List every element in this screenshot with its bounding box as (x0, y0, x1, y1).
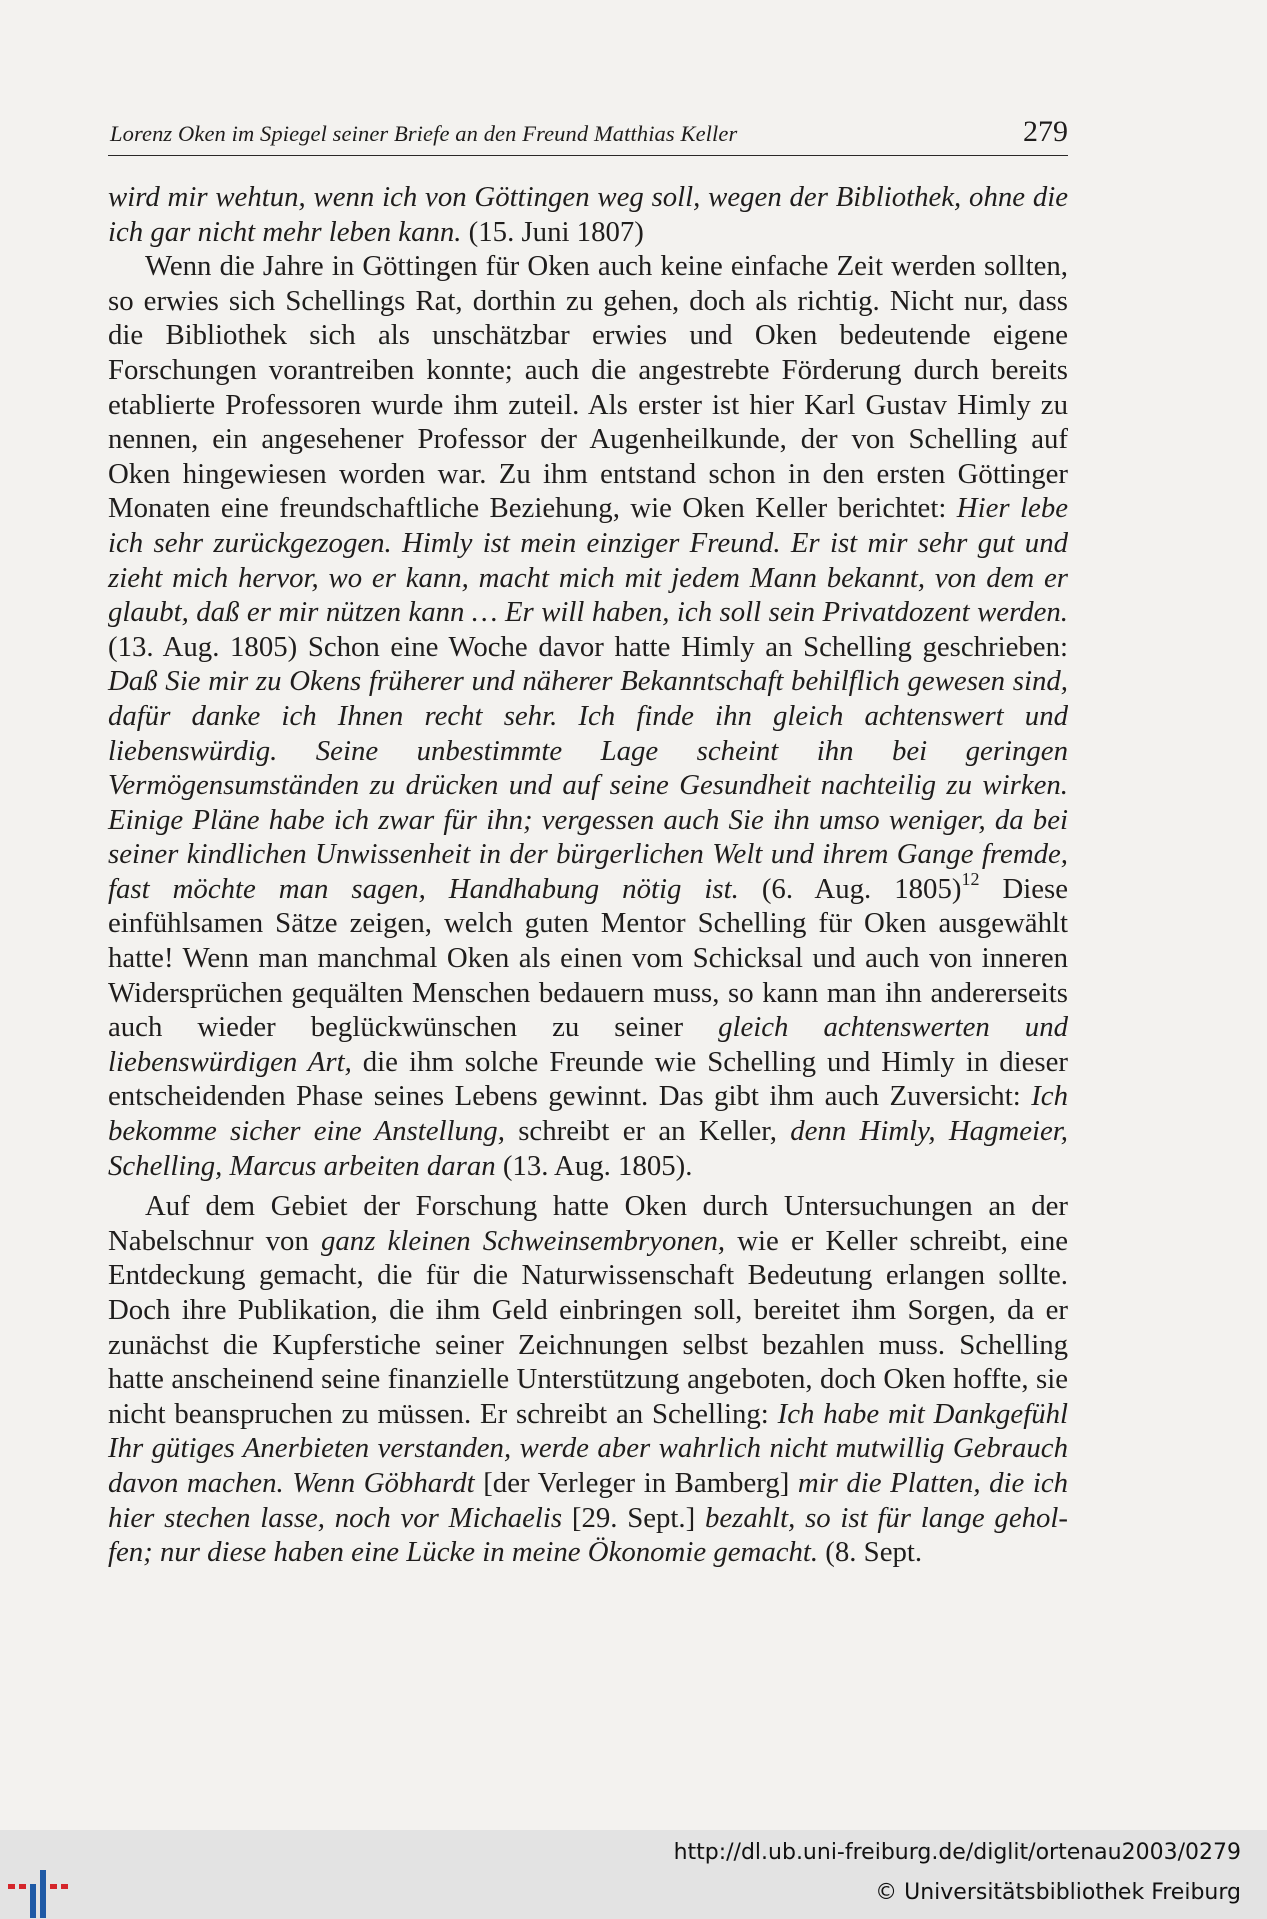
text-run: wie er Keller schreibt, eine Entdeckung gemacht, die für die Naturwissenschaft Bedeutung erlangen sollte. Doch ihre Publikation, die ihm Geld einbringen soll, bereitet ihm Sorgen, da er zunächst die Kupferstiche seiner Zeichnungen selbst bezahlen muss. Schelling hatte anscheinend seine finanzielle Unterstützung angeboten, doch Oken hoffte, sie nicht beanspruchen zu müssen. Er schreibt an Schelling: (108, 1224, 1069, 1430)
running-head (108, 115, 1068, 156)
text-run: die ihm solche Freunde wie Schelling und Himly in dieser entscheidenden Phase seines Lebens gewinnt. Das gibt ihm auch Zuversicht: (108, 1045, 1068, 1113)
quoted-text: Daß Sie mir zu Okens früherer und näherer Bekanntschaft behilflich gewesen sind, dafür danke ich Ihnen recht sehr. Ich finde ihn gleich achtenswert und liebenswürdig. Seine unbestimmte Lage scheint ihn bei geringen Vermögensumständen zu drücken und auf seine Gesundheit nachteilig zu wirken. Einige Pläne habe ich zwar für ihn; vergessen auch Sie ihn umso weniger, da bei seiner kindlichen Unwissenheit in der bürgerlichen Welt und ihrem Gange fremde, fast möchte man sagen, Handhabung nötig ist. (108, 665, 1068, 905)
quoted-text: Ich bekomme sicher eine Anstellung, (108, 1080, 1068, 1148)
footer-bar (0, 1830, 1267, 1919)
quoted-text: Ich habe mit Dankgefühl Ihr gütiges Anerbieten verstanden, werde aber wahrlich nicht mutwillig Gebrauch davon machen. Wenn Göbhardt (108, 1397, 1068, 1499)
paragraph (108, 1189, 1068, 1570)
running-title: Lorenz Oken im Spiegel seiner Briefe an den Freund Matthias Keller (110, 121, 738, 146)
footnote-ref: 12 (961, 869, 980, 890)
quoted-text: ganz kleinen Schweinsembryonen, (321, 1224, 726, 1257)
paragraph (108, 249, 1068, 1183)
quoted-text: bezahlt, so ist für lange geholfen; nur diese haben eine Lücke in meine Ökonomie gemacht. (108, 1501, 1068, 1569)
text-run: schreibt er an Keller, (504, 1115, 791, 1148)
text-run: (6. Aug. 1805) (738, 872, 962, 905)
body-text (108, 180, 1068, 1570)
text-run: Wenn die Jahre in Göttingen für Oken auch keine einfache Zeit werden sollten, so erwies sich Schellings Rat, dorthin zu gehen, doch als richtig. Nicht nur, dass die Bibliothek sich als unschätzbar erwies und Oken bedeutende eigene Forschungen vorantreiben konnte; auch die angestrebte Förderung durch bereits etablierte Professoren wurde ihm zuteil. Als erster ist hier Karl Gustav Himly zu nennen, ein angesehener Professor der Augenheilkunde, der von Schelling auf Oken hingewiesen worden war. Zu ihm entstand schon in den ersten Göttinger Monaten eine freundschaftliche Beziehung, wie Oken Keller berichtet: (108, 250, 1068, 525)
permalink-url[interactable]: http://dl.ub.uni-freiburg.de/diglit/ortenau2003/0279 (673, 1840, 1241, 1865)
quoted-text: gleich achtenswerten und liebenswürdigen Art, (108, 1011, 1068, 1078)
text-run: Diese einfühlsamen Sätze zeigen, welch guten Mentor Schelling für Oken ausgewählt hatte! Wenn man manchmal Oken als einen vom Schicksal und auch von inneren Widersprüchen gequälten Menschen bedauern muss, so kann man ihn andererseits auch wieder beglückwünschen zu seiner (108, 872, 1069, 1044)
quoted-text: mir die Platten, die ich hier stechen lasse, noch vor Michaelis (108, 1466, 1068, 1534)
quoted-text: wird mir wehtun, wenn ich von Göttingen weg soll, wegen der Bibliothek, ohne die ich gar nicht mehr leben kann. (108, 181, 1068, 248)
text-run: Auf dem Gebiet der Forschung hatte Oken durch Untersuchungen an der Nabelschnur von (108, 1190, 1068, 1257)
text-run: (8. Sept. (818, 1536, 923, 1569)
text-run: (13. Aug. 1805) Schon eine Woche davor hatte Himly an Schelling geschrieben: (108, 630, 1068, 663)
ub-freiburg-logo-icon (8, 1870, 78, 1918)
quoted-text: Hier lebe ich sehr zurückgezogen. Himly ist mein einziger Freund. Er ist mir sehr gut und zieht mich hervor, wo er kann, macht mich mit jedem Mann bekannt, von dem er glaubt, daß er mir nützen kann … Er will haben, ich soll sein Privatdozent werden. (108, 492, 1068, 629)
copyright-notice: © Universitätsbibliothek Freiburg (875, 1880, 1241, 1905)
text-run: (13. Aug. 1805). (495, 1149, 693, 1182)
page-number: 279 (1023, 115, 1068, 148)
text-run: [der Verleger in Bamberg] (474, 1466, 798, 1499)
quoted-text: denn Himly, Hagmeier, Schelling, Marcus arbeiten daran (108, 1115, 1069, 1182)
text-run: (15. Juni 1807) (461, 215, 644, 248)
text-run: [29. Sept.] (562, 1501, 705, 1534)
paragraph (108, 180, 1068, 249)
